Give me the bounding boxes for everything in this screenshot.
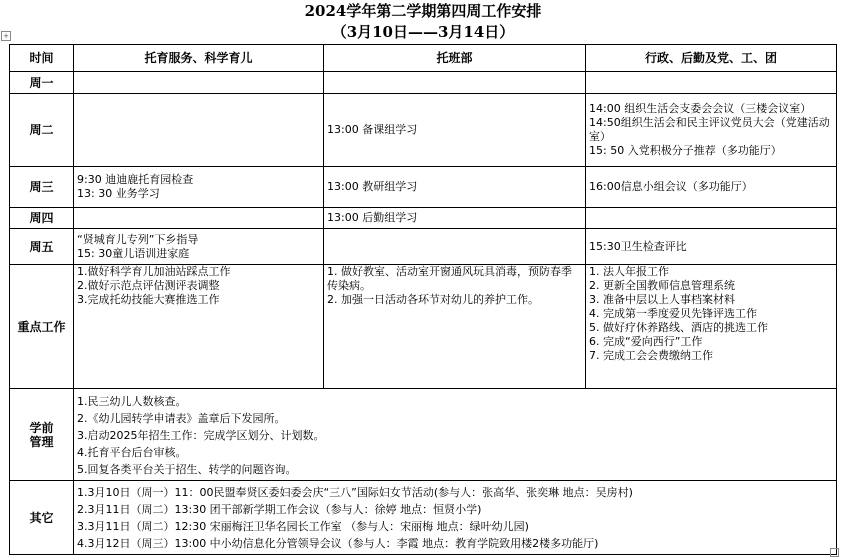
cell-admin[interactable] bbox=[586, 229, 837, 265]
day-label: 重点工作 bbox=[10, 265, 74, 389]
entry: 5. 做好疗休养路线、酒店的挑选工作 bbox=[589, 321, 768, 334]
day-label: 周二 bbox=[10, 94, 74, 167]
cell-nursery[interactable] bbox=[324, 167, 586, 208]
day-label: 学前管理 bbox=[10, 389, 74, 481]
entry: 1. 法人年报工作 bbox=[589, 265, 669, 278]
day-label: 周三 bbox=[10, 167, 74, 208]
cell-empty[interactable] bbox=[324, 72, 586, 94]
cell-empty[interactable] bbox=[74, 94, 324, 167]
cell-admin[interactable] bbox=[586, 167, 837, 208]
cell-childcare[interactable] bbox=[74, 229, 324, 265]
entry: 14:00 组织生活会支委会会议（三楼会议室） bbox=[589, 102, 812, 115]
entry: 3.完成托幼技能大赛推选工作 bbox=[77, 293, 220, 306]
entry: 4.托育平台后台审核。 bbox=[77, 445, 187, 459]
header-time: 时间 bbox=[10, 45, 74, 72]
cell-childcare[interactable] bbox=[74, 167, 324, 208]
cell-preschool[interactable] bbox=[74, 389, 837, 481]
cell-admin[interactable] bbox=[586, 265, 837, 389]
page-title: 2024学年第二学期第四周工作安排 bbox=[304, 2, 542, 20]
entry: 5.回复各类平台关于招生、转学的问题咨询。 bbox=[77, 462, 297, 476]
entry: 2.做好示范点评估测评表调整 bbox=[77, 279, 220, 292]
cell-empty[interactable] bbox=[586, 208, 837, 229]
entry: “贤城育儿专列”下乡指导 bbox=[77, 232, 199, 246]
schedule-table bbox=[9, 44, 837, 555]
header-childcare: 托育服务、科学育儿 bbox=[74, 45, 324, 72]
cell-admin[interactable] bbox=[586, 94, 837, 167]
day-label: 周一 bbox=[10, 72, 74, 94]
row-other bbox=[10, 481, 837, 555]
entry: 3.3月11日（周二）12:30 宋丽梅汪卫华名园长工作室 （参与人：宋丽梅 地点：绿叶幼儿园) bbox=[77, 519, 529, 533]
entry: 13:00 备课组学习 bbox=[327, 123, 418, 136]
cell-nursery[interactable] bbox=[324, 94, 586, 167]
entry: 13:00 教研组学习 bbox=[327, 180, 418, 193]
header-admin: 行政、后勤及党、工、团 bbox=[586, 45, 837, 72]
entry: 15: 30童儿语训进家庭 bbox=[77, 246, 190, 260]
entry: 9:30 迪迪鹿托育园检查 bbox=[77, 173, 194, 186]
cell-childcare[interactable] bbox=[74, 265, 324, 389]
entry: 4.3月12日（周三）13:00 中小幼信息化分管领导会议（参与人：李霞 地点：教育学院致用楼2楼多功能厅) bbox=[77, 536, 599, 550]
header-nursery: 托班部 bbox=[324, 45, 586, 72]
entry: 3. 准备中层以上人事档案材料 bbox=[589, 293, 735, 306]
cell-empty[interactable] bbox=[74, 72, 324, 94]
entry: 1.3月10日（周一）11：00民盟奉贤区委妇委会庆“三八”国际妇女节活动(参与人：张高华、张奕琳 地点：吴房村) bbox=[77, 485, 633, 499]
entry: 7. 完成工会会费缴纳工作 bbox=[589, 349, 713, 362]
entry: 1. 做好教室、活动室开窗通风玩具消毒，预防春季传染病。 bbox=[327, 265, 572, 292]
table-move-handle-icon[interactable]: + bbox=[1, 31, 11, 41]
cell-nursery[interactable] bbox=[324, 208, 586, 229]
entry: 2.3月11日（周二）13:30 团干部新学期工作会议（参与人：徐婷 地点：恒贤小学) bbox=[77, 502, 482, 516]
row-focus bbox=[10, 265, 837, 389]
cell-nursery[interactable] bbox=[324, 265, 586, 389]
entry: 3.启动2025年招生工作：完成学区划分、计划数。 bbox=[77, 428, 325, 442]
entry: 15:30卫生检查评比 bbox=[589, 239, 687, 253]
row-wednesday bbox=[10, 167, 837, 208]
cell-empty[interactable] bbox=[74, 208, 324, 229]
row-monday bbox=[10, 72, 837, 94]
cell-empty[interactable] bbox=[324, 229, 586, 265]
row-friday bbox=[10, 229, 837, 265]
entry: 13: 30 业务学习 bbox=[77, 187, 160, 200]
entry: 14:50组织生活会和民主评议党员大会（党建活动室） bbox=[589, 116, 830, 143]
header-row bbox=[10, 45, 837, 72]
entry: 1.民三幼儿人数核查。 bbox=[77, 394, 187, 408]
entry: 15: 50 入党积极分子推荐（多功能厅） bbox=[589, 144, 782, 157]
entry: 13:00 后勤组学习 bbox=[327, 211, 418, 224]
entry: 6. 完成“爱向西行”工作 bbox=[589, 335, 703, 348]
entry: 16:00信息小组会议（多功能厅） bbox=[589, 180, 753, 193]
day-label: 周五 bbox=[10, 229, 74, 265]
entry: 1.做好科学育儿加油站踩点工作 bbox=[77, 265, 231, 278]
table-resize-handle-icon[interactable] bbox=[830, 548, 839, 557]
entry: 4. 完成第一季度爱贝先锋评选工作 bbox=[589, 307, 757, 320]
cell-empty[interactable] bbox=[586, 72, 837, 94]
entry: 2.《幼儿园转学申请表》盖章后下发园所。 bbox=[77, 411, 286, 425]
day-label: 其它 bbox=[10, 481, 74, 555]
entry: 2. 加强一日活动各环节对幼儿的养护工作。 bbox=[327, 293, 539, 306]
page-subtitle: （3月10日——3月14日） bbox=[331, 23, 515, 41]
row-tuesday bbox=[10, 94, 837, 167]
entry: 2. 更新全国教师信息管理系统 bbox=[589, 279, 735, 292]
row-thursday bbox=[10, 208, 837, 229]
day-label: 周四 bbox=[10, 208, 74, 229]
cell-other[interactable] bbox=[74, 481, 837, 555]
row-preschool bbox=[10, 389, 837, 481]
